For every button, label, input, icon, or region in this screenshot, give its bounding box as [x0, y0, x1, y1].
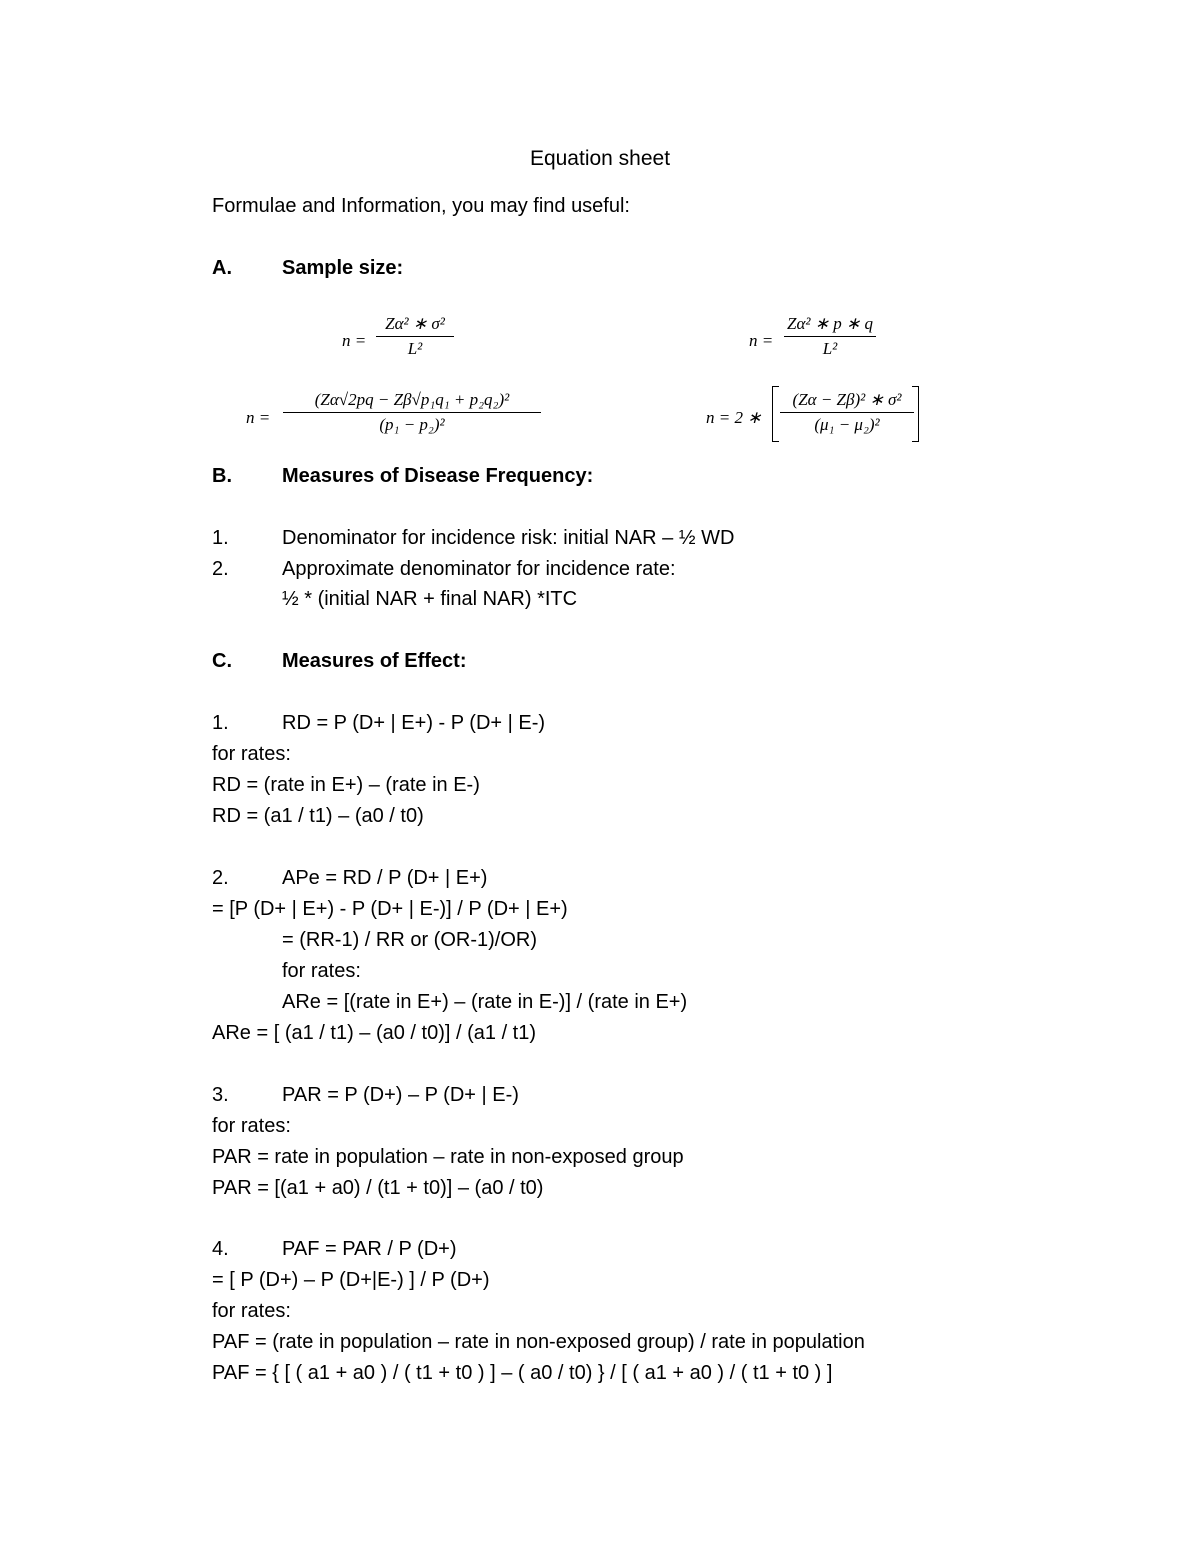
section-a-heading: Sample size:	[282, 257, 404, 279]
b2-text: Approximate denominator for incidence rate:	[282, 558, 676, 580]
c2-line: = (RR-1) / RR or (OR-1)/OR)	[282, 929, 537, 951]
c4-line: for rates:	[212, 1300, 291, 1322]
formula-1-numerator: Zα² ∗ σ²	[385, 314, 445, 333]
c4-line: = [ P (D+) – P (D+|E-) ] / P (D+)	[212, 1269, 490, 1291]
c3-line: for rates:	[212, 1115, 291, 1137]
c2-line: = [P (D+ | E+) - P (D+ | E-)] / P (D+ | E+)	[212, 898, 568, 920]
c2-line: ARe = [ (a1 / t1) – (a0 / t0)] / (a1 / t1)	[212, 1022, 537, 1044]
c1-line: RD = (a1 / t1) – (a0 / t0)	[212, 805, 424, 827]
page-title: Equation sheet	[529, 147, 671, 170]
c1-line: RD = (rate in E+) – (rate in E-)	[212, 774, 480, 796]
right-bracket-icon	[912, 386, 919, 442]
formula-3-numerator: (Zα√2pq − Zβ√p₁q₁ + p₂q₂)²	[314, 390, 510, 409]
section-c-heading: Measures of Effect:	[282, 650, 467, 672]
section-b-heading: Measures of Disease Frequency:	[282, 465, 594, 487]
section-a-letter: A.	[212, 257, 232, 279]
b2-continuation: ½ * (initial NAR + final NAR) *ITC	[282, 588, 578, 610]
b2-number: 2.	[212, 558, 229, 580]
c3-line: PAR = rate in population – rate in non-exposed group	[212, 1146, 684, 1168]
b1-text: Denominator for incidence risk: initial NAR – ½ WD	[282, 527, 735, 549]
c2-text: APe = RD / P (D+ | E+)	[282, 867, 488, 889]
left-bracket-icon	[772, 386, 779, 442]
formula-2-numerator: Zα² ∗ p ∗ q	[787, 314, 873, 333]
formula-2-lhs: n =	[749, 331, 774, 350]
formula-3-lhs: n =	[246, 408, 271, 427]
c1-line: for rates:	[212, 743, 291, 765]
formula-4-numerator: (Zα − Zβ)² ∗ σ²	[792, 390, 902, 409]
c4-line: PAF = { [ ( a1 + a0 ) / ( t1 + t0 ) ] – ( a0 / t0) } / [ ( a1 + a0 ) / ( t1 + t0 ) ]	[212, 1362, 833, 1384]
c3-number: 3.	[212, 1084, 229, 1106]
c3-text: PAR = P (D+) – P (D+ | E-)	[282, 1084, 519, 1106]
c3-line: PAR = [(a1 + a0) / (t1 + t0)] – (a0 / t0)	[212, 1177, 544, 1199]
formula-1-denominator: L²	[407, 339, 423, 358]
c4-line: PAF = (rate in population – rate in non-exposed group) / rate in population	[212, 1331, 865, 1353]
c2-line: for rates:	[282, 960, 361, 982]
c2-line: ARe = [(rate in E+) – (rate in E-)] / (rate in E+)	[282, 991, 688, 1013]
formula-4-lhs: n = 2 ∗	[706, 408, 762, 427]
b1-number: 1.	[212, 527, 229, 549]
formula-2-denominator: L²	[822, 339, 838, 358]
section-b-letter: B.	[212, 465, 232, 487]
c1-text: RD = P (D+ | E+) - P (D+ | E-)	[282, 712, 546, 734]
formula-4-denominator: (μ₁ − μ₂)²	[814, 415, 880, 434]
intro-text: Formulae and Information, you may find useful:	[212, 195, 630, 217]
c2-number: 2.	[212, 867, 229, 889]
c1-number: 1.	[212, 712, 229, 734]
formula-3-denominator: (p₁ − p₂)²	[379, 415, 445, 434]
c4-text: PAF = PAR / P (D+)	[282, 1238, 457, 1260]
formula-1-lhs: n =	[342, 331, 367, 350]
c4-number: 4.	[212, 1238, 229, 1260]
section-c-letter: C.	[212, 650, 232, 672]
